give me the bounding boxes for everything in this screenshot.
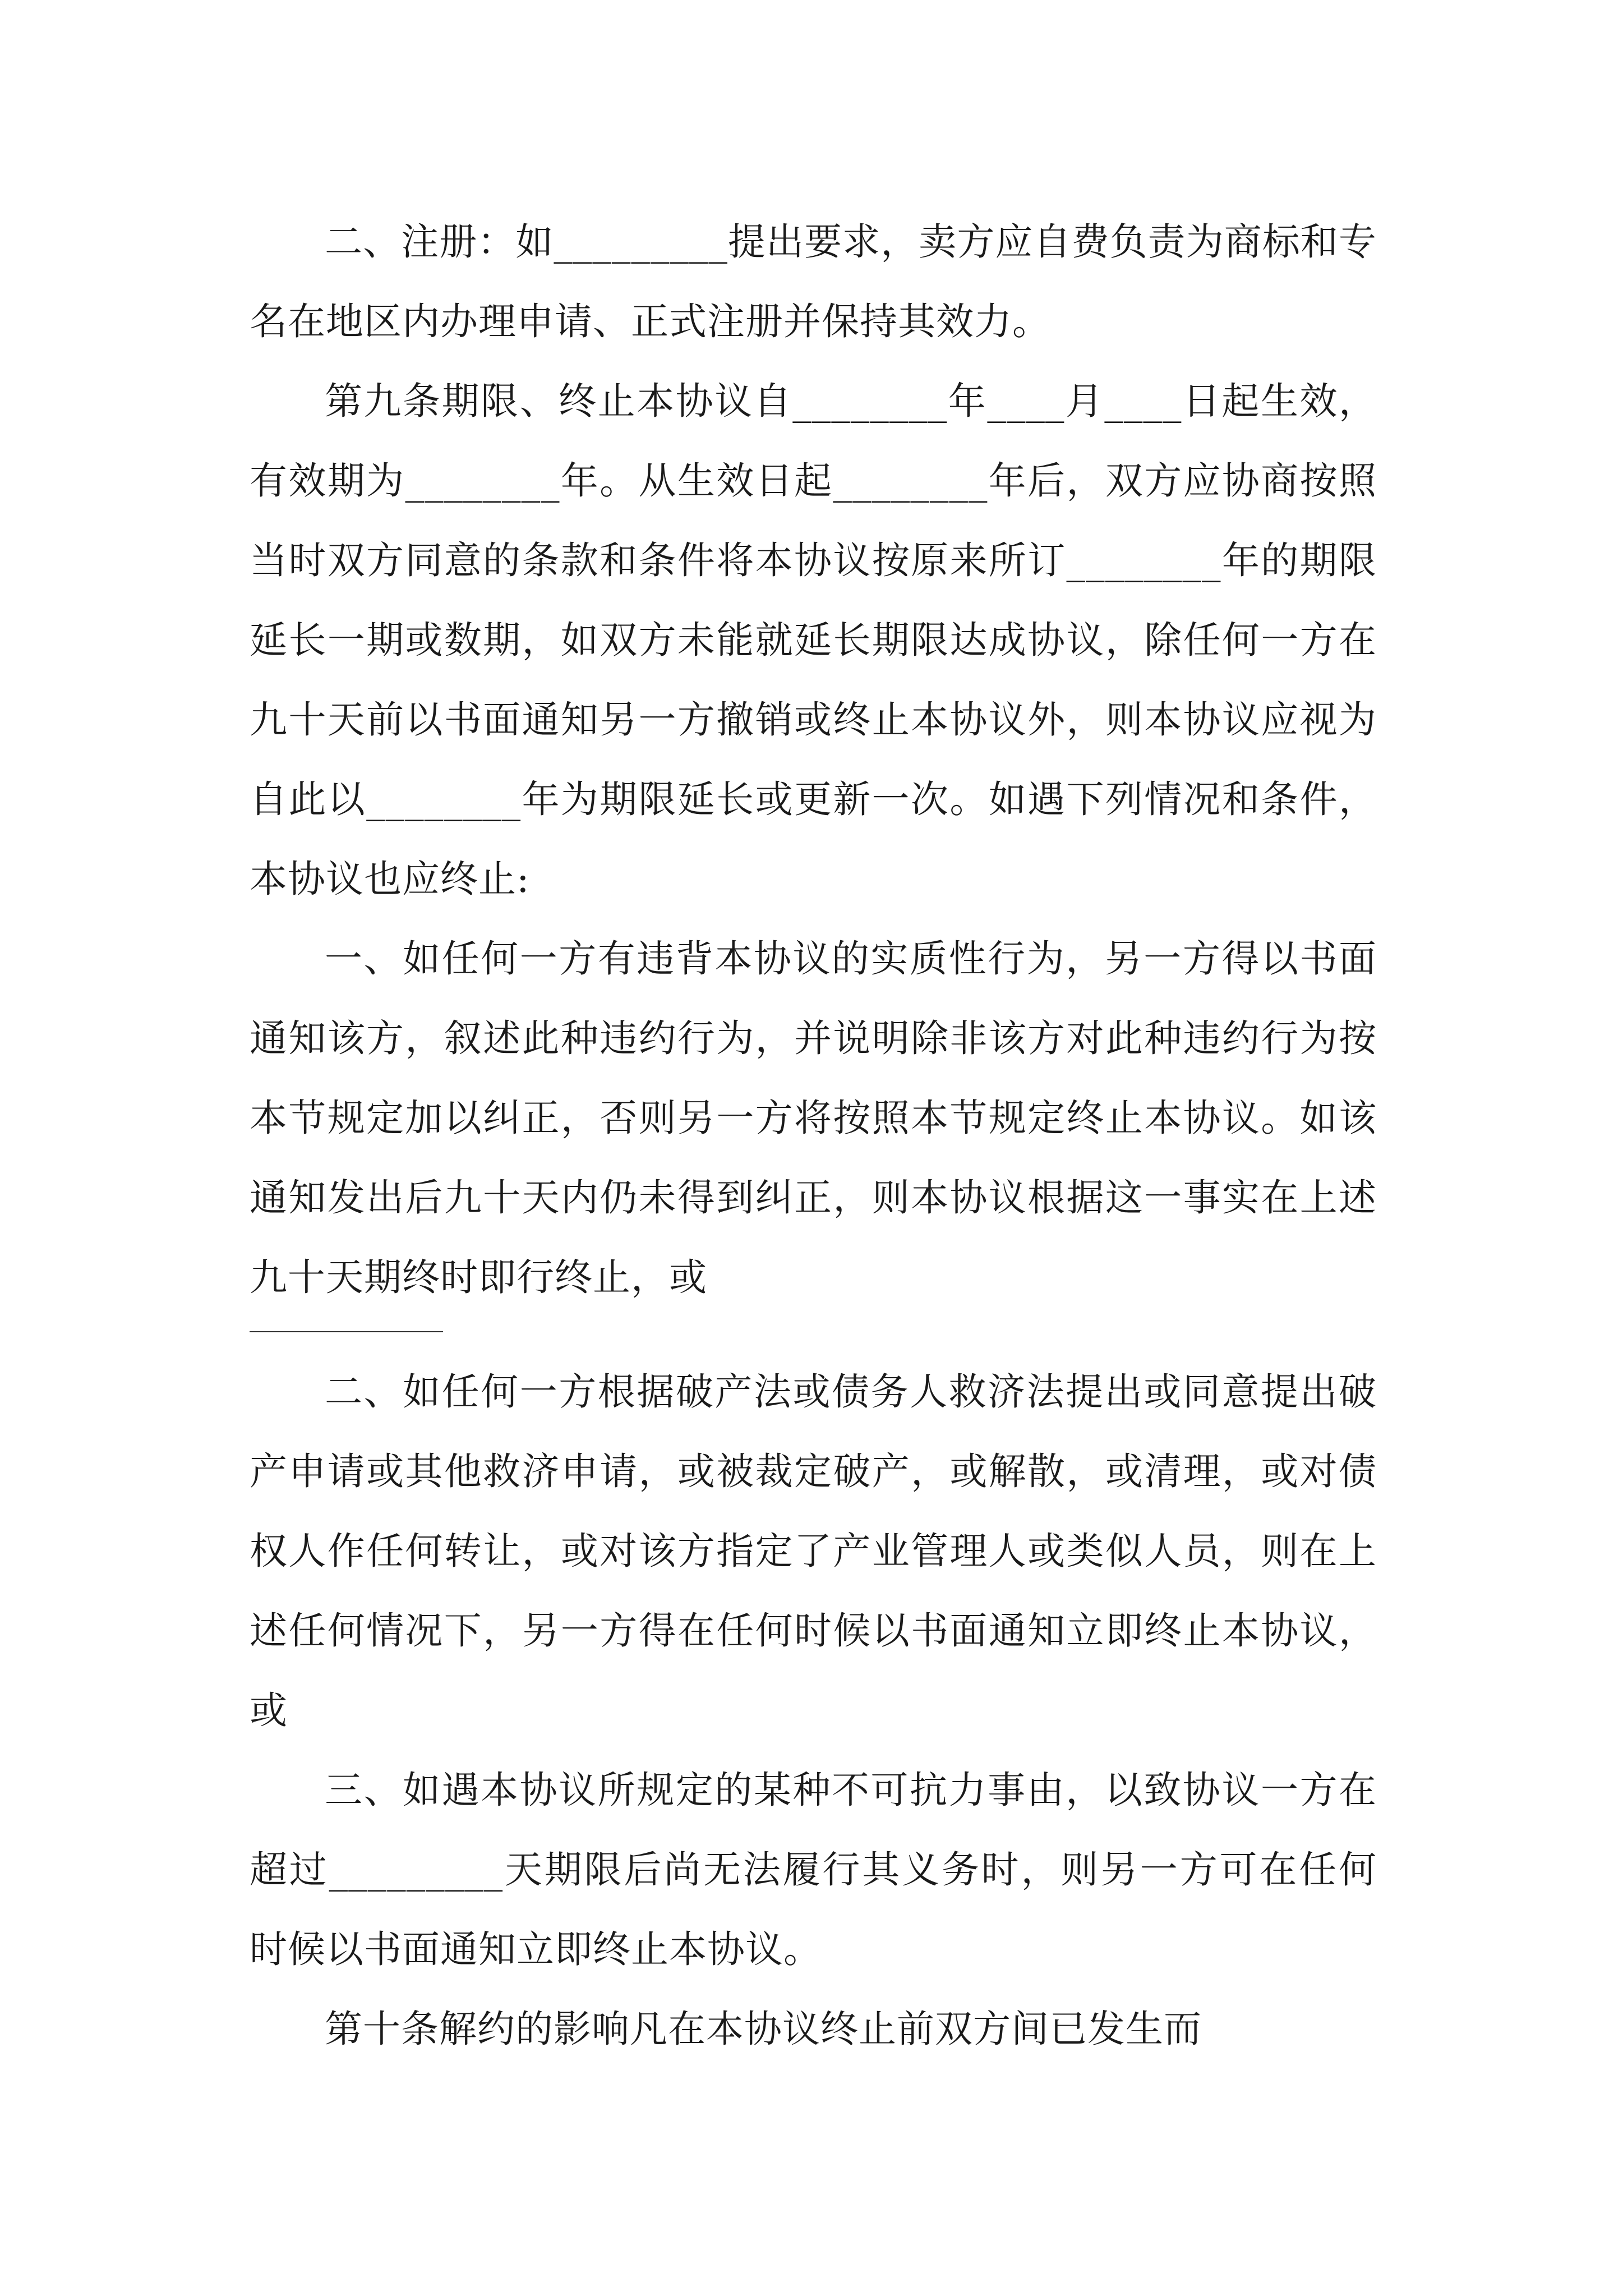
paragraph-termination-force-majeure: 三、如遇本协议所规定的某种不可抗力事由，以致协议一方在超过_________天期限后尚无法履行其义务时，则另一方可在任何时候以书面通知立即终止本协议。 bbox=[250, 1768, 1377, 1971]
paragraph-registration: 二、注册：如_________提出要求，卖方应自费负责为商标和专名在地区内办理申请、正式注册并保持其效力。 bbox=[250, 220, 1377, 343]
text-block-bottom bbox=[250, 1352, 1377, 2069]
paragraph-termination-bankruptcy: 二、如任何一方根据破产法或债务人救济法提出或同意提出破产申请或其他救济申请，或被裁定破产，或解散，或清理，或对债权人作任何转让，或对该方指定了产业管理人或类似人员，则在上述任何情况下，另一方得在任何时候以书面通知立即终止本协议，或 bbox=[250, 1370, 1377, 1732]
paragraph-article-10-effect: 第十条解约的影响凡在本协议终止前双方间已发生而 bbox=[325, 2007, 1202, 2051]
text-block-top bbox=[250, 202, 1377, 1317]
paragraph-termination-breach: 一、如任何一方有违背本协议的实质性行为，另一方得以书面通知该方，叙述此种违约行为，并说明除非该方对此种违约行为按本节规定加以纠正，否则另一方将按照本节规定终止本协议。如该通知发出后九十天内仍未得到纠正，则本协议根据这一事实在上述九十天期终时即行终止，或 bbox=[250, 937, 1377, 1299]
footnote-divider bbox=[250, 1331, 443, 1332]
paragraph-article-9-term: 第九条期限、终止本协议自________年____月____日起生效，有效期为________年。从生效日起________年后，双方应协商按照当时双方同意的条款和条件将本协议按原来所订________年的期限延长一期或数期，如双方未能就延长期限达成协议，除任何一方在九十天前以书面通知另一方撤销或终止本协议外，则本协议应视为自此以________年为期限延长或更新一次。如遇下列情况和条件，本协议也应终止: bbox=[250, 379, 1377, 901]
